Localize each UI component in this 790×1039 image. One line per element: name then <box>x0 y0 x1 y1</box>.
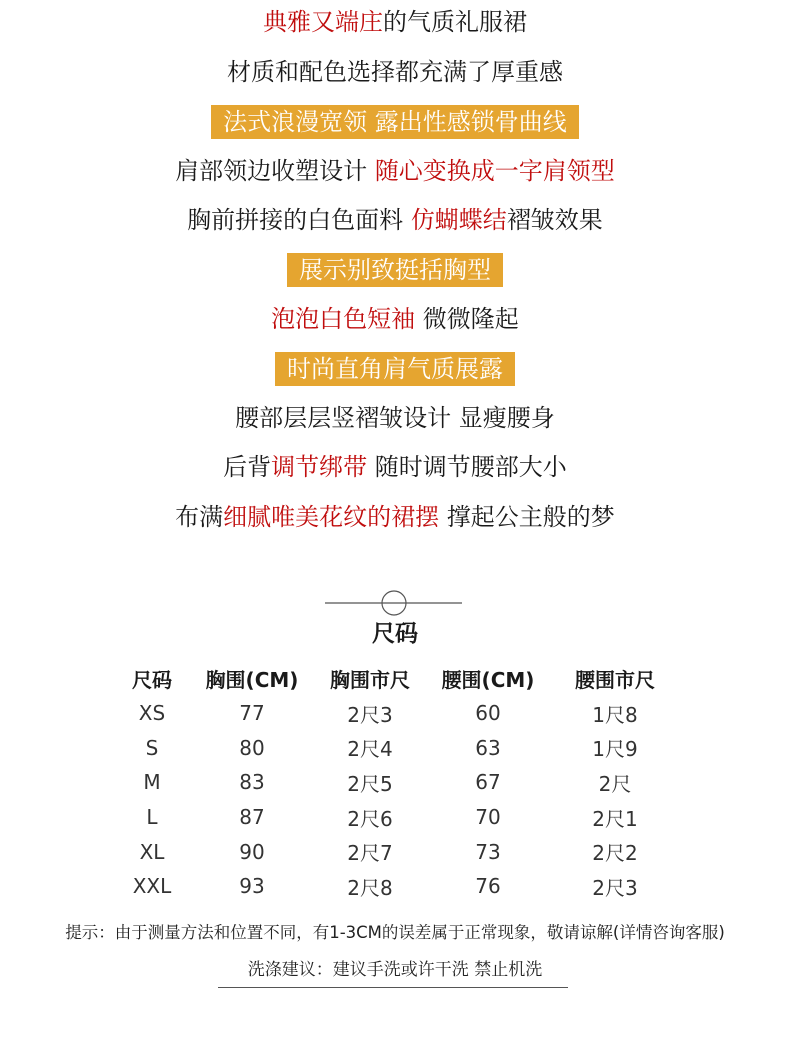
measurement-note: 提示：由于测量方法和位置不同，有1-3CM的误差属于正常现象，敬请谅解(详情咨询客服) <box>65 923 725 942</box>
banner-3: 时尚直角肩气质展露 <box>275 352 515 386</box>
table-cell: 80 <box>239 735 265 760</box>
table-cell: 87 <box>239 805 265 830</box>
table-cell: 90 <box>239 839 265 864</box>
table-row <box>112 765 682 800</box>
table-row <box>112 869 682 904</box>
table-cell: 67 <box>475 770 501 795</box>
table-cell: XL <box>139 839 165 864</box>
table-cell: 1尺8 <box>592 702 638 727</box>
table-cell: 76 <box>475 874 501 899</box>
table-row <box>112 800 682 835</box>
ornament-divider <box>0 588 790 618</box>
body-text: 随时调节腰部大小 <box>367 453 567 481</box>
header-size: 尺码 <box>132 667 172 692</box>
body-text: 布满 <box>175 503 224 531</box>
table-cell: 2尺3 <box>347 702 393 727</box>
table-cell: M <box>143 770 161 795</box>
table-cell: 70 <box>475 805 501 830</box>
body-text: 的气质礼服裙 <box>383 8 527 36</box>
banner-3-wrap <box>0 352 790 386</box>
highlight-text: 随心变换成一字肩领型 <box>374 157 615 185</box>
size-table <box>112 660 682 904</box>
header-bust-cm: 胸围(CM) <box>205 667 299 692</box>
copy-line-3 <box>0 154 790 188</box>
table-cell: 63 <box>475 735 501 760</box>
table-cell: XXL <box>132 874 172 899</box>
highlight-text: 调节绑带 <box>271 453 368 481</box>
table-cell: 2尺1 <box>592 806 638 831</box>
divider-line <box>218 987 568 988</box>
highlight-text: 仿蝴蝶结 <box>410 206 507 234</box>
copy-line-5 <box>0 302 790 336</box>
body-text: 微微隆起 <box>415 305 519 333</box>
table-cell: 2尺7 <box>347 841 393 866</box>
banner-1: 法式浪漫宽领 露出性感锁骨曲线 <box>211 105 579 139</box>
table-cell: XS <box>138 701 166 726</box>
copy-line-1 <box>0 5 790 39</box>
highlight-text: 泡泡白色短袖 <box>271 305 416 333</box>
copy-line-8 <box>0 500 790 534</box>
table-cell: 77 <box>239 701 265 726</box>
table-cell: 2尺2 <box>592 841 638 866</box>
copy-line-4 <box>0 203 790 237</box>
highlight-text: 细腻唯美花纹的裙摆 <box>223 503 440 531</box>
highlight-text: 典雅又端庄 <box>263 8 383 36</box>
table-cell: S <box>145 735 159 760</box>
table-row <box>112 731 682 766</box>
copy-line-2: 材质和配色选择都充满了厚重感 <box>227 58 563 86</box>
copy-line-7 <box>0 450 790 484</box>
table-row <box>112 834 682 869</box>
header-waist-cm: 腰围(CM) <box>441 667 535 692</box>
table-cell: 1尺9 <box>592 737 638 762</box>
washing-advice: 洗涤建议：建议手洗或许干洗 禁止机洗 <box>247 960 543 980</box>
body-text: 肩部领边收塑设计 <box>175 157 375 185</box>
size-section-title: 尺码 <box>372 621 418 647</box>
table-cell: 2尺3 <box>592 875 638 900</box>
copy-line-6: 腰部层层竖褶皱设计 显瘦腰身 <box>235 404 555 432</box>
body-text: 胸前拼接的白色面料 <box>187 206 411 234</box>
table-cell: 2尺6 <box>347 806 393 831</box>
banner-2: 展示别致挺括胸型 <box>287 253 503 287</box>
body-text: 撑起公主般的梦 <box>439 503 615 531</box>
banner-2-wrap <box>0 253 790 287</box>
table-cell: L <box>146 805 158 830</box>
table-cell: 2尺8 <box>347 875 393 900</box>
size-table-header-row <box>112 660 682 696</box>
header-waist-chi: 腰围市尺 <box>575 667 655 692</box>
header-bust-chi: 胸围市尺 <box>330 667 410 692</box>
table-cell: 93 <box>239 874 265 899</box>
body-text: 褶皱效果 <box>506 206 603 234</box>
table-cell: 83 <box>239 770 265 795</box>
table-cell: 2尺 <box>598 771 632 796</box>
table-row <box>112 696 682 731</box>
banner-1-wrap <box>0 105 790 139</box>
table-cell: 73 <box>475 839 501 864</box>
table-cell: 60 <box>475 701 501 726</box>
table-cell: 2尺5 <box>347 771 393 796</box>
body-text: 后背 <box>223 453 272 481</box>
table-cell: 2尺4 <box>347 737 393 762</box>
